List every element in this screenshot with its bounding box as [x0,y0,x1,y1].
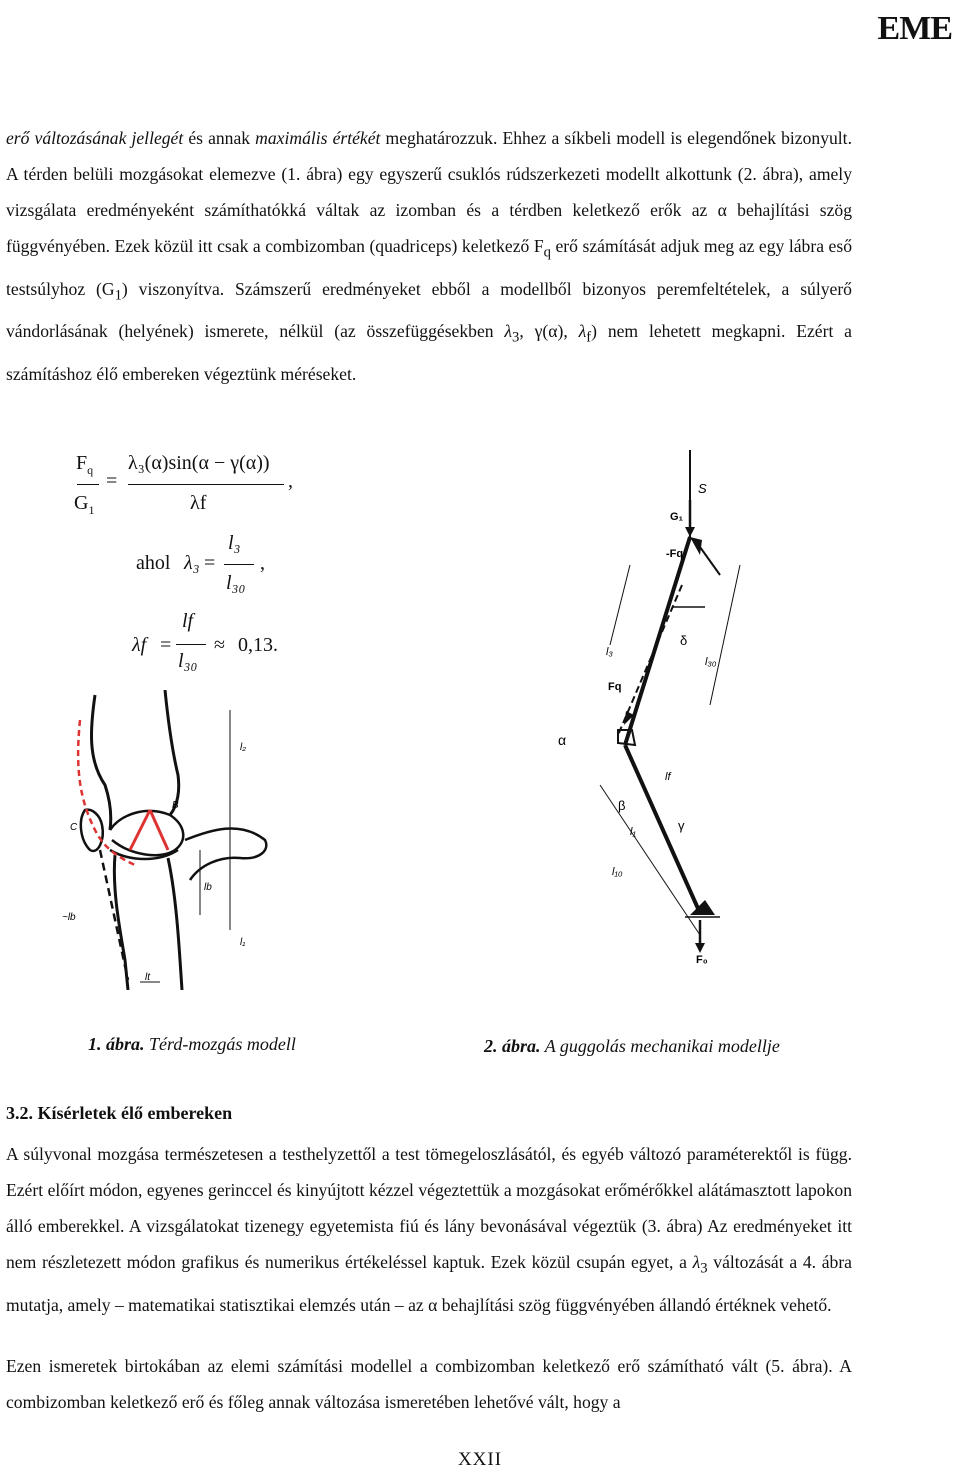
arrowhead-G1 [685,527,695,537]
section-lambda: λ [692,1252,701,1272]
eq3-approx: ≈ [214,634,225,656]
section-paragraph-1 [6,1136,852,1323]
dimension-line-l30 [710,565,740,705]
eq2-ahol: ahol [136,552,171,574]
intro-text-4: ) viszonyítva. Számszerű eredményeket ebből a modellből bizonyos peremfeltételek, a súlyerő vándorlásának (helyének) ismerete, nélkül (az összefüggésekben [6,278,852,342]
eq2-fraction-bar [224,564,254,565]
eq1-rhs-denominator: λf [190,492,207,514]
intro-italic-2: maximális értékét [255,128,381,148]
shank-segment [625,745,700,913]
figure2-caption [484,1036,780,1057]
journal-logo: EME [877,10,952,47]
eq1-1: 1 [88,503,95,517]
eq3-fraction-bar [176,644,206,645]
eq1-fraction-bar-right [128,484,284,485]
section-text-3: Ezen ismeretek birtokában az elemi számítási modellel a combizomban keletkező erő számítható vált (5. ábra). A combizomban keletkező erő és főleg annak változása ismeretében lehetővé vált, hogy a [6,1356,852,1412]
eq3-numerator: lf [182,610,194,632]
label-Fq: Fq [608,681,622,693]
eq1-rhs-numerator: λ₃(α)sin(α − γ(α)) [128,452,270,474]
tibia-right-outline [168,858,182,990]
intro-lambda-3: λ [504,321,513,342]
intro-sub-q: q [543,244,551,261]
dimension-line-l10 [600,785,700,935]
page-number: XXII [457,1449,503,1470]
dimension-line-l3 [610,565,630,645]
label-l30: l₃₀ [705,656,717,668]
eq1-G: G [74,492,89,514]
label-lb-approx: ~lb [62,912,76,923]
eq1-F: F [76,452,88,474]
intro-text-3: erő számítását adjuk meg az egy lábra eső testsúlyhoz (G [6,236,852,299]
eq3-value: 0,13. [238,634,278,656]
label-F0: F₀ [696,954,708,966]
eq3-denominator: l₃₀ [178,650,198,672]
label-S: S [698,481,707,496]
eq1-q: q [87,463,94,477]
eq2-lambda: λ₃ [184,552,200,574]
label-lt: lt [145,972,150,983]
label-neg-Fq: -Fq [666,548,684,560]
intro-text-5: , γ(α), [519,321,579,342]
label-G1: G₁ [670,511,684,523]
ligament-line-1 [130,810,150,850]
femur-left-outline [91,695,110,830]
figure1-caption-number: 1. ábra. [88,1034,145,1054]
eq1-equals: = [106,470,118,492]
eq2-denominator: l₃₀ [226,572,246,594]
label-lf: lf [665,771,671,783]
eq2-equals: = [204,552,216,574]
section-sub-3: 3 [700,1260,708,1277]
eq3-equals: = [160,634,172,656]
label-lb: lb [204,882,212,893]
figure2-caption-text: A guggolás mechanikai modellje [540,1036,780,1056]
label-alpha: α [558,732,567,748]
intro-italic-1: erő változásának jellegét [6,128,184,148]
intro-sub-3: 3 [512,329,520,346]
eq2-numerator: l₃ [228,532,241,554]
eq2-comma: , [260,552,265,574]
label-l10: l₁₀ [612,866,623,878]
figure-squat-model [540,445,770,970]
intro-text-1: és annak [183,128,256,148]
arrowhead-F0 [695,943,705,953]
intro-text-6: ) nem lehetett megkapni. Ezért a számításhoz élő embereken végeztünk méréseket. [6,321,852,384]
figure2-caption-number: 2. ábra. [484,1036,541,1056]
label-delta: δ [680,633,688,648]
eq3-lambda: λf [132,634,147,656]
label-l2: l₂ [240,742,247,753]
label-B: B [172,800,179,811]
label-l1: l₁ [240,937,246,948]
intro-sub-1: 1 [114,287,122,304]
figure1-caption [88,1034,296,1055]
ligament-line-2 [150,810,168,850]
label-l3: l₃ [606,646,613,658]
intro-paragraph [6,120,852,392]
label-C: C [70,822,78,833]
label-beta: β [618,798,626,813]
fibula-head [185,828,266,880]
hip-joint [690,537,702,555]
intro-lambda-f: λ [578,321,587,342]
equation-lambda-3 [136,532,296,602]
section-text-1: A súlyvonal mozgása természetesen a testhelyzettől a test tömegeloszlásától, és egyéb változó paraméterektől is függ. Ezért előírt módon, egyenes gerinccel és kinyújtott kézzel végeztettük a mozgásokat erőmérőkkel alátámasztott lapokon álló emberekkel. A vizsgálatokat tizenegy egyetemista fiú és lány bevonásával végeztük (3. ábra) Az eredményeket itt nem részletezett módon grafikus és numerikus értékeléssel kaptuk. Ezek közül csupán egyet, a [6,1144,852,1272]
intro-sub-f: f [586,329,592,346]
equation-lambda-f [132,610,302,680]
section-text-2: változását a 4. ábra mutatja, amely – matematikai statisztikai elemzés után – az α behajlítási szög függvényében állandó értéknek vehető. [6,1252,852,1315]
eq1-comma: , [288,470,293,492]
section-paragraph-2 [6,1348,852,1420]
figure1-caption-text: Térd-mozgás modell [144,1034,296,1054]
femur-right-outline [165,690,179,815]
label-l1-fig2: l₁ [630,826,636,838]
figure-knee-model [50,690,300,990]
section-heading: 3.2. Kísérletek élő embereken [6,1103,233,1123]
label-gamma: γ [678,818,685,833]
patella [81,810,103,851]
intro-text-2: meghatározzuk. Ehhez a síkbeli modell is elegendőnek bizonyult. A térden belüli mozgásokat elemezve (1. ábra) egy egyszerű csuklós rúdszerkezeti modellt alkottunk (2. ábra), amely vizsgálata eredményeként számíthatókká váltak az izomban és a térdben keletkező erők az α behajlítási szög függvényében. Ezek közül itt csak a combizomban (quadriceps) keletkező F [6,128,852,256]
eq1-fraction-bar-left [77,484,99,485]
equation-force-ratio [72,452,322,527]
